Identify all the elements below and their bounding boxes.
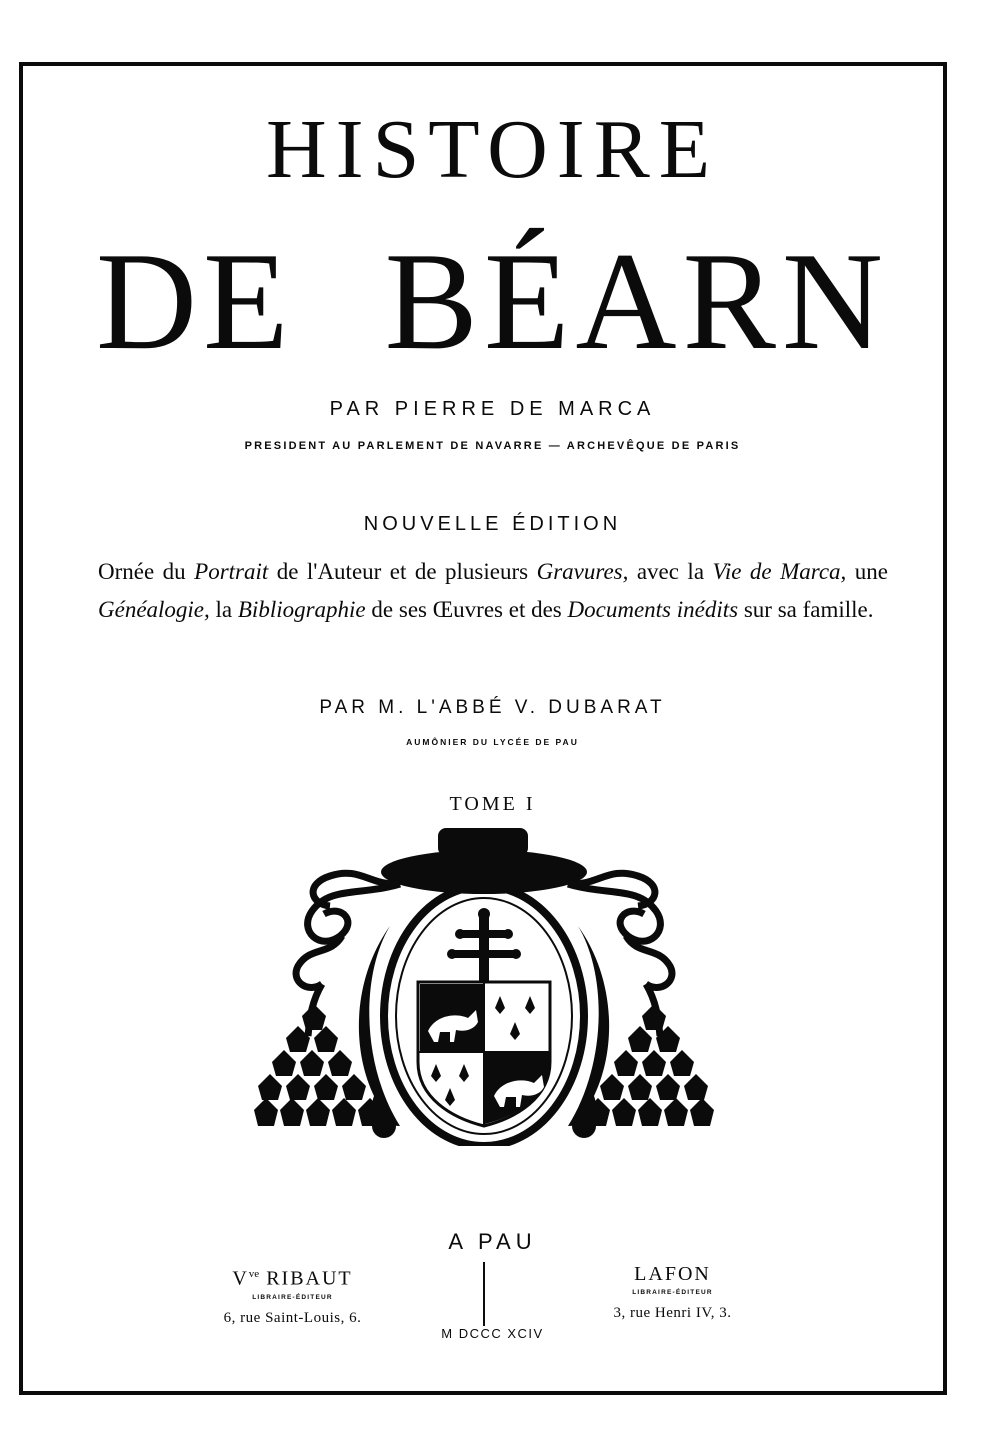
desc-italic-portrait: Portrait	[194, 559, 269, 584]
desc-text-4: une	[846, 559, 888, 584]
publisher-right	[575, 1262, 770, 1326]
title-word-de: DE	[95, 224, 295, 379]
coat-of-arms-icon	[250, 826, 730, 1146]
author-line: PAR PIERRE DE MARCA	[329, 398, 656, 420]
desc-text-2: de l'Auteur et de plusieurs	[268, 559, 537, 584]
desc-text-6: de ses Œuvres et des	[365, 597, 568, 622]
title-line-2	[0, 224, 985, 379]
editor-role: AUMÔNIER DU LYCÉE DE PAU	[406, 737, 579, 747]
edition-heading: NOUVELLE ÉDITION	[363, 513, 622, 535]
desc-italic-genealogie: Généalogie,	[98, 597, 210, 622]
title-line-1: HISTOIRE	[265, 103, 720, 196]
desc-italic-gravures: Gravures,	[536, 559, 629, 584]
desc-italic-bibliographie: Bibliographie	[237, 597, 366, 622]
imprint-city: A PAU	[448, 1229, 537, 1254]
desc-text-5: la	[209, 597, 238, 622]
volume-label: TOME I	[449, 793, 536, 815]
imprint-divider	[483, 1262, 485, 1326]
publisher-left-role: LIBRAIRE-ÉDITEUR	[252, 1293, 333, 1301]
publisher-left-address: 6, rue Saint-Louis, 6.	[223, 1309, 362, 1326]
publisher-left-name: $V^{ve}$ RIBAUT	[232, 1267, 353, 1290]
desc-text-3: avec la	[628, 559, 713, 584]
publisher-right-address: 3, rue Henri IV, 3.	[613, 1305, 732, 1321]
author-role: PRESIDENT AU PARLEMENT DE NAVARRE — ARCHEVÊQUE DE PARIS	[244, 440, 741, 452]
title-word-bearn: BÉARN	[384, 224, 890, 379]
publisher-right-name: LAFON	[634, 1263, 711, 1285]
desc-text-7: sur sa famille.	[738, 597, 874, 622]
editor-line: PAR M. L'ABBÉ V. DUBARAT	[319, 697, 666, 718]
edition-description	[98, 553, 888, 629]
publisher-right-role: LIBRAIRE-ÉDITEUR	[632, 1289, 713, 1296]
desc-text-1: Ornée du	[98, 559, 195, 584]
publisher-left	[195, 1262, 390, 1331]
desc-italic-documents: Documents inédits	[567, 597, 739, 622]
publication-year: M DCCC XCIV	[441, 1326, 544, 1341]
desc-italic-vie: Vie de Marca,	[712, 559, 847, 584]
